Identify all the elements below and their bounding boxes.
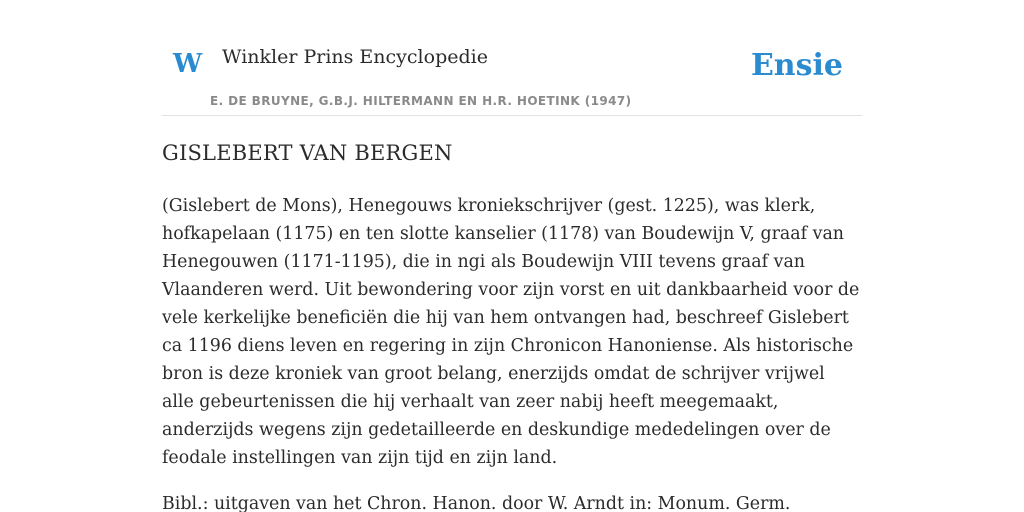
header (162, 0, 862, 116)
authors-byline: E. DE BRUYNE, G.B.J. HILTERMANN EN H.R. HOETINK (1947) (210, 94, 632, 108)
ensie-brand-logo[interactable]: Ensie (750, 48, 843, 83)
page-title: GISLEBERT VAN BERGEN (162, 141, 453, 165)
bibliography: Bibl.: uitgaven van het Chron. Hanon. door W. Arndt in: Monum. Germ. (162, 494, 791, 512)
source-title[interactable]: Winkler Prins Encyclopedie (222, 46, 488, 68)
winkler-prins-logo[interactable]: W (173, 49, 203, 79)
article-body: (Gislebert de Mons), Henegouws kroniekschrijver (gest. 1225), was klerk, hofkapelaan (1175) en ten slotte kanselier (1178) van Boudewijn V, graaf van Henegouwen (1171-1195), die in ngi als Boudewijn VIII tevens graaf van Vlaanderen werd. Uit bewondering voor zijn vorst en uit dankbaarheid voor de vele kerkelijke beneficiën die hij van hem ontvangen had, beschreef Gislebert ca 1196 diens leven en regering in zijn Chronicon Hanoniense. Als historische bron is deze kroniek van groot belang, enerzijds omdat de schrijver vrijwel alle gebeurtenissen die hij verhaalt van zeer nabij heeft meegemaakt, anderzijds wegens zijn gedetailleerde en deskundige mededelingen over de feodale instellingen van zijn tijd en zijn land. (162, 196, 860, 468)
